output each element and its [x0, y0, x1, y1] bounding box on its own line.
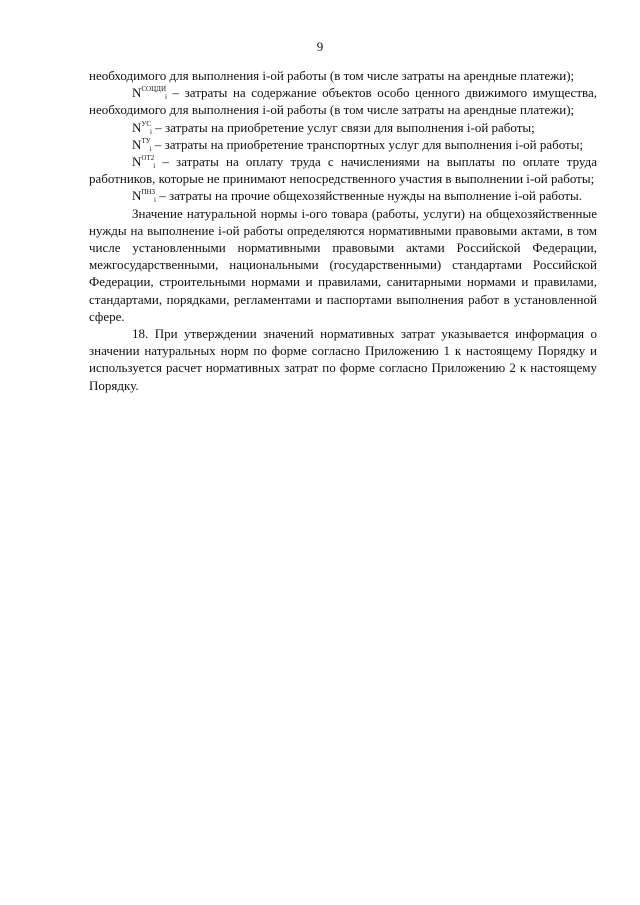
paragraph-item-18: 18. При утверждении значений нормативных затрат указывается информация о значении натуральных норм по форме согласно Приложению 1 к настоящему Порядку и используется расчет нормативных затрат по форме согласно Приложению 2 к настоящему Порядку. — [89, 326, 597, 393]
formula-symbol: $N^{СОЦДИ}_i$ — [132, 85, 167, 102]
paragraph-tu: $N^{ТУ}_i$ – затраты на приобретение транспортных услуг для выполнения i-ой работы; — [132, 136, 584, 153]
paragraph-natural-norms: Значение натуральной нормы i-ого товара (работы, услуги) на общехозяйственные нужды на выполнение i-ой работы определяются нормативными правовыми актами, в том числе установленными нормативными правовыми актами Российской Федерации, межгосударственными, национальными (государственными) стандартами Российской Федерации, строительными нормами и правилами, санитарными нормами и правилами, стандартами, порядками, регламентами и паспортами выполнения работ в установленной сфере. — [89, 205, 597, 324]
document-body — [89, 67, 597, 394]
page-number: 9 — [316, 39, 324, 54]
paragraph-pnz: $N^{ПНЗ}_i$ – затраты на прочие общехозяйственные нужды на выполнение i-ой работы. — [132, 188, 583, 205]
paragraph-continuation: необходимого для выполнения i-ой работы (в том числе затраты на арендные платежи); — [89, 68, 575, 83]
paragraph-us: $N^{УС}_i$ – затраты на приобретение услуг связи для выполнения i-ой работы; — [132, 119, 535, 136]
formula-symbol: $N^{ПНЗ}_i$ — [132, 188, 156, 205]
paragraph-ot2: $N^{ОТ2}_i$ – затраты на оплату труда с начислениями на выплаты по оплате труда работников, которые не принимают непосредственного участия в выполнении i-ой работы; — [89, 154, 597, 187]
formula-symbol: $N^{ОТ2}_i$ — [132, 154, 156, 171]
formula-symbol: $N^{ТУ}_i$ — [132, 136, 152, 153]
formula-symbol: $N^{УС}_i$ — [132, 119, 152, 136]
paragraph-socdi: $N^{СОЦДИ}_i$ – затраты на содержание объектов особо ценного движимого имущества, необходимого для выполнения i-ой работы (в том числе затраты на арендные платежи); — [89, 85, 597, 118]
